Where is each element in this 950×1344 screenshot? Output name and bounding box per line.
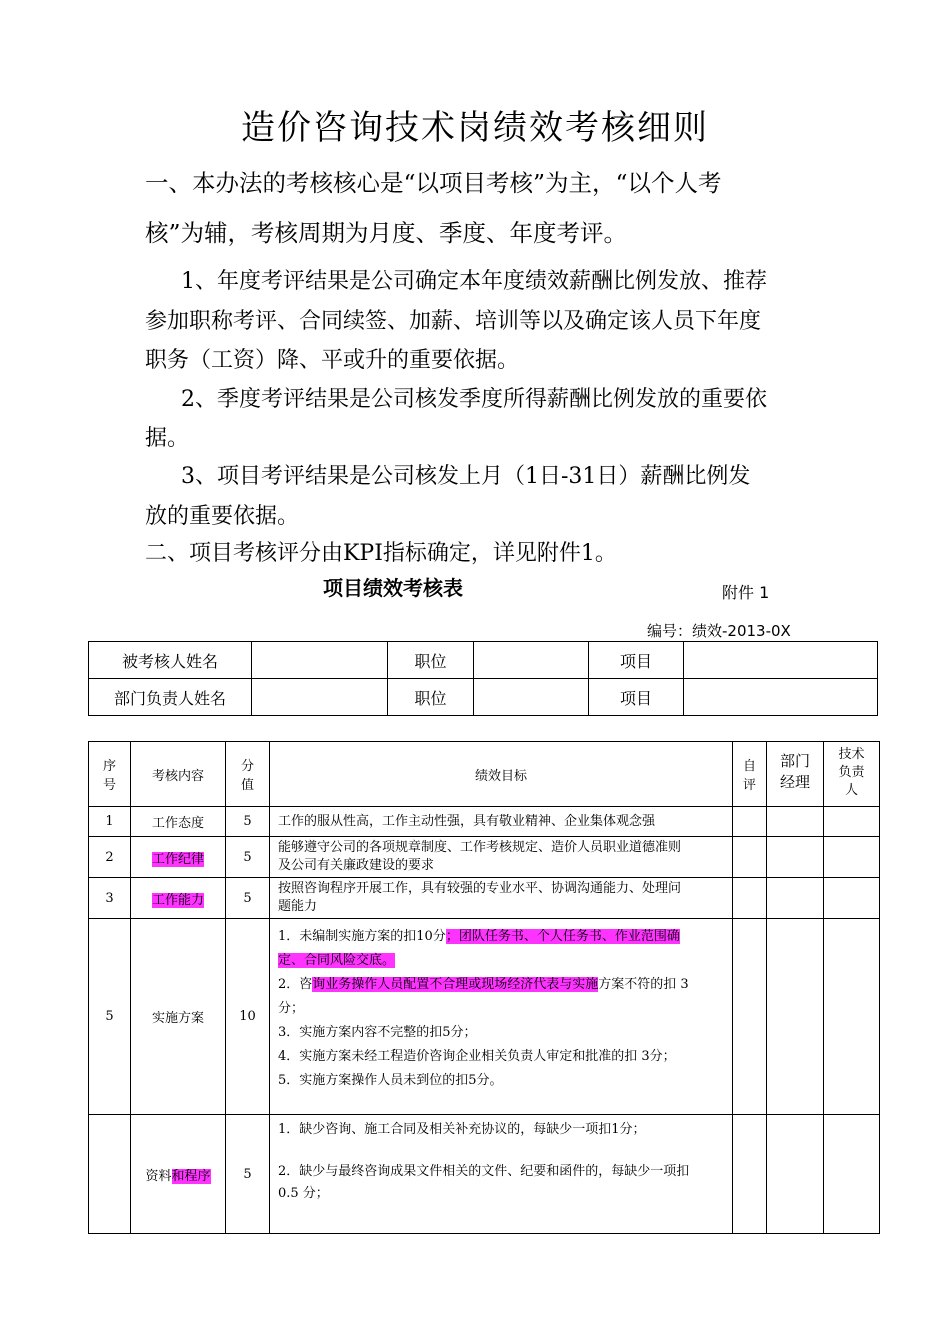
section1-heading-line1: 一、本办法的考核核心是“以项目考核”为主，“以个人考 xyxy=(145,169,722,197)
dept-manager-cell[interactable] xyxy=(767,1115,824,1234)
item3-line1: 3、项目考评结果是公司核发上月（1日-31日）薪酬比例发 xyxy=(181,464,751,489)
row-content xyxy=(131,878,226,919)
tech-lead-cell[interactable] xyxy=(824,1115,880,1234)
dept-head-name-label: 部门负责人姓名 xyxy=(89,679,252,716)
project-label: 项目 xyxy=(589,679,684,716)
item2-line2: 据。 xyxy=(145,426,190,451)
row-score: 5 xyxy=(226,1115,270,1234)
row-goal: 工作的服从性高，工作主动性强，具有敬业精神、企业集体观念强 xyxy=(270,807,733,837)
document-title: 造价咨询技术岗绩效考核细则 xyxy=(241,108,709,148)
position-label: 职位 xyxy=(388,679,474,716)
row-content: 资料和程序 xyxy=(131,1115,226,1234)
row-score: 10 xyxy=(226,919,270,1115)
self-eval-cell[interactable] xyxy=(733,919,767,1115)
header-dept-manager: 部门 经理 xyxy=(767,742,824,807)
item2-line1: 2、季度考评结果是公司核发季度所得薪酬比例发放的重要依 xyxy=(181,387,767,412)
attachment-label: 附件 1 xyxy=(722,583,770,602)
code-label: 编号：绩效-2013-0X xyxy=(647,622,791,640)
row-no: 3 xyxy=(89,878,131,919)
table-row xyxy=(89,919,880,1115)
info-row xyxy=(89,642,878,679)
row-content xyxy=(131,837,226,878)
row-goal: 1．缺少咨询、施工合同及相关补充协议的，每缺少一项扣1分； 2．缺少与最终咨询成果文件相关的文件、纪要和函件的，每缺少一项扣 0.5 分； xyxy=(270,1115,733,1234)
row-no: 1 xyxy=(89,807,131,837)
row-goal: 1．未编制实施方案的扣10分；团队任务书、个人任务书、作业范围确 定、合同风险交底。 2．咨询业务操作人员配置不合理或现场经济代表与实施方案不符的扣 3 分； 3．实施方案内容不完整的扣5分； 4．实施方案未经工程造价咨询企业相关负责人审定和批准的扣 3分； 5．实施方案操作人员未到位的扣5分。 xyxy=(270,919,733,1115)
self-eval-cell[interactable] xyxy=(733,878,767,919)
row-no xyxy=(89,1115,131,1234)
kpi-header-row xyxy=(89,742,880,807)
row-score: 5 xyxy=(226,878,270,919)
kpi-table xyxy=(88,741,880,1234)
section1-heading-line2: 核”为辅，考核周期为月度、季度、年度考评。 xyxy=(145,219,628,247)
header-score: 分 值 xyxy=(226,742,270,807)
tech-lead-cell[interactable] xyxy=(824,807,880,837)
tech-lead-cell[interactable] xyxy=(824,837,880,878)
assessee-name-value[interactable] xyxy=(252,642,388,679)
header-no: 序 号 xyxy=(89,742,131,807)
self-eval-cell[interactable] xyxy=(733,837,767,878)
dept-manager-cell[interactable] xyxy=(767,919,824,1115)
row-goal: 按照咨询程序开展工作，具有较强的专业水平、协调沟通能力、处理问 题能力 xyxy=(270,878,733,919)
row-content: 工作态度 xyxy=(131,807,226,837)
row-goal: 能够遵守公司的各项规章制度、工作考核规定、造价人员职业道德准则 及公司有关廉政建设的要求 xyxy=(270,837,733,878)
row-score: 5 xyxy=(226,807,270,837)
table-row xyxy=(89,878,880,919)
highlighted-text: 工作纪律 xyxy=(151,851,204,867)
row-no: 2 xyxy=(89,837,131,878)
position-label: 职位 xyxy=(388,642,474,679)
self-eval-cell[interactable] xyxy=(733,1115,767,1234)
table-row xyxy=(89,1115,880,1234)
tech-lead-cell[interactable] xyxy=(824,878,880,919)
dept-manager-cell[interactable] xyxy=(767,878,824,919)
table-title: 项目绩效考核表 xyxy=(323,576,463,600)
project-value[interactable] xyxy=(684,642,878,679)
info-row xyxy=(89,679,878,716)
header-goal: 绩效目标 xyxy=(270,742,733,807)
row-score: 5 xyxy=(226,837,270,878)
dept-head-name-value[interactable] xyxy=(252,679,388,716)
info-table xyxy=(88,641,878,716)
row-content: 实施方案 xyxy=(131,919,226,1115)
self-eval-cell[interactable] xyxy=(733,807,767,837)
header-tech-lead: 技术 负责 人 xyxy=(824,742,880,807)
highlighted-text: 工作能力 xyxy=(151,892,204,908)
item1-line3: 职务（工资）降、平或升的重要依据。 xyxy=(145,348,520,373)
section2-heading: 二、项目考核评分由KPI指标确定，详见附件1。 xyxy=(145,541,617,566)
header-self-eval: 自 评 xyxy=(733,742,767,807)
dept-manager-cell[interactable] xyxy=(767,807,824,837)
project-value[interactable] xyxy=(684,679,878,716)
item1-line2: 参加职称考评、合同续签、加薪、培训等以及确定该人员下年度 xyxy=(145,309,762,334)
tech-lead-cell[interactable] xyxy=(824,919,880,1115)
header-content: 考核内容 xyxy=(131,742,226,807)
item1-line1: 1、年度考评结果是公司确定本年度绩效薪酬比例发放、推荐 xyxy=(181,269,767,294)
dept-manager-cell[interactable] xyxy=(767,837,824,878)
position-value[interactable] xyxy=(474,679,589,716)
table-row xyxy=(89,807,880,837)
position-value[interactable] xyxy=(474,642,589,679)
row-no: 5 xyxy=(89,919,131,1115)
project-label: 项目 xyxy=(589,642,684,679)
table-row xyxy=(89,837,880,878)
assessee-name-label: 被考核人姓名 xyxy=(89,642,252,679)
item3-line2: 放的重要依据。 xyxy=(145,504,300,529)
